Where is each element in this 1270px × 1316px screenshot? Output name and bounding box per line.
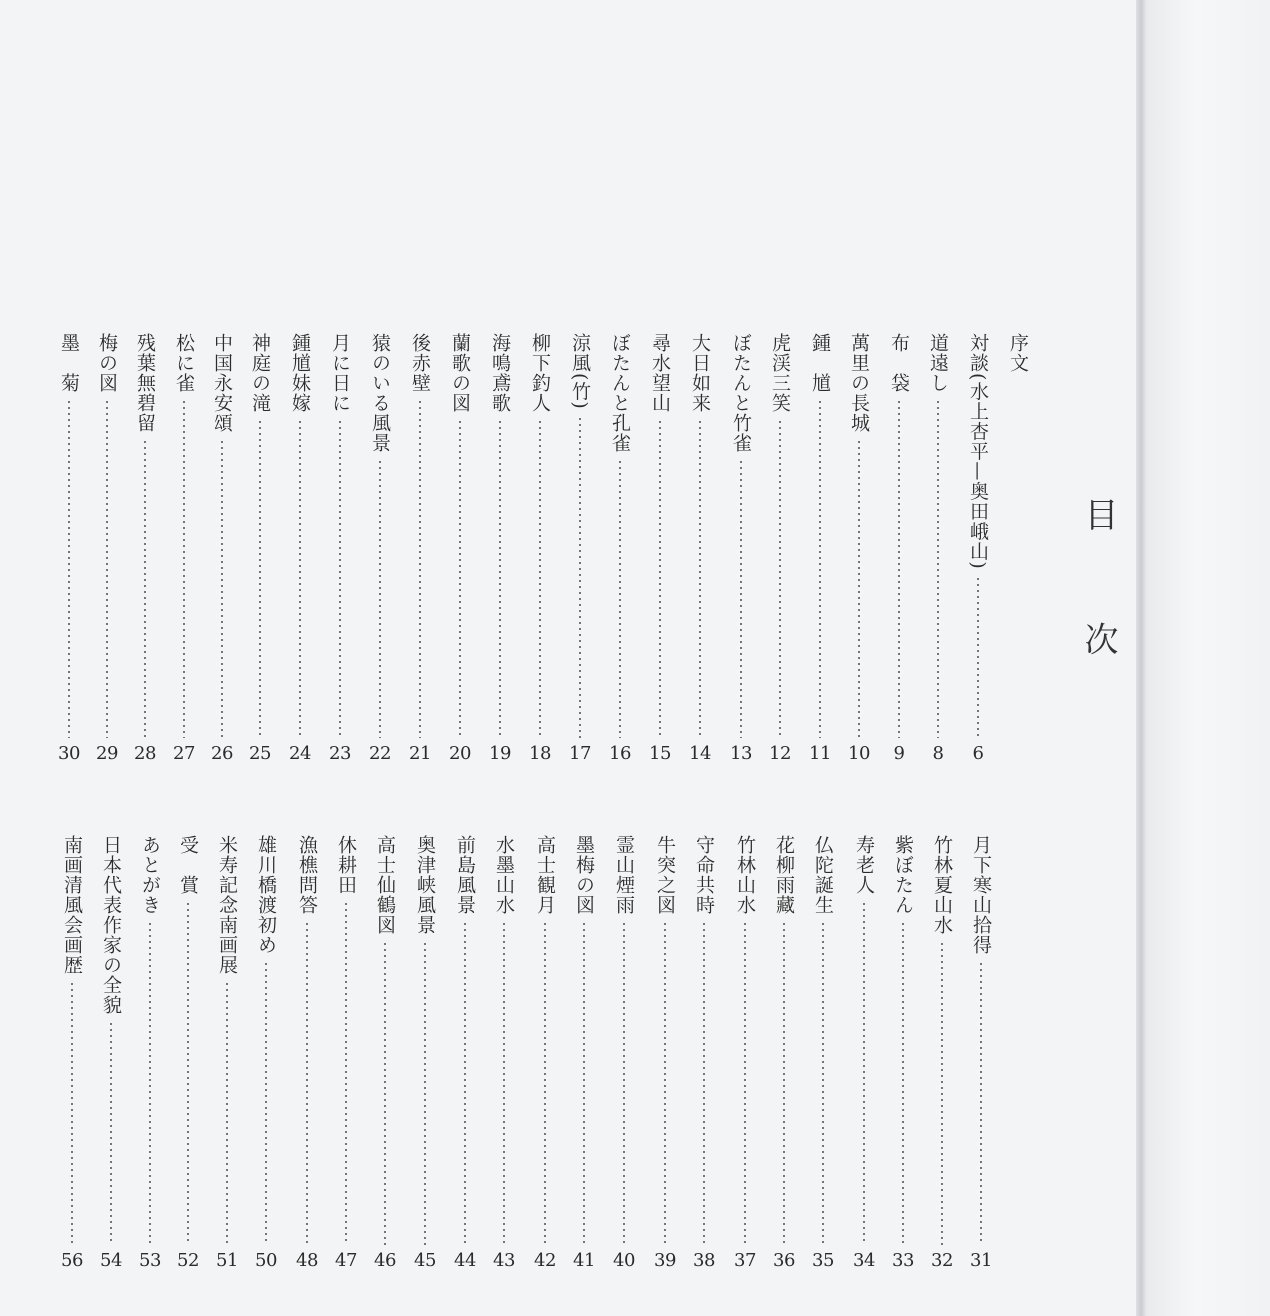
toc-entry-page-number: 16 [609, 743, 631, 764]
toc-entry [445, 835, 485, 1272]
dot-leader [544, 921, 546, 1245]
toc-entry-title: 大日如来 [689, 333, 711, 413]
toc-entry-title: 寿老人 [853, 835, 875, 895]
toc-entry-page-number: 56 [61, 1250, 83, 1271]
toc-entry-title: 涼風(竹) [569, 333, 591, 410]
toc-entry [287, 835, 327, 1272]
toc-entry-page-number: 48 [296, 1250, 318, 1271]
toc-entry-title: 序文 [1007, 333, 1029, 373]
toc-entry [684, 835, 724, 1272]
toc-entry-title: 虎渓三笑 [769, 333, 791, 413]
dot-leader [977, 576, 979, 738]
toc-entry [440, 333, 480, 765]
dot-leader [499, 419, 501, 738]
dot-leader [419, 399, 421, 738]
toc-entry-page-number: 29 [96, 743, 118, 764]
dot-leader [265, 961, 267, 1245]
dot-leader [822, 921, 824, 1245]
toc-entry [604, 835, 644, 1272]
toc-entry [480, 333, 520, 765]
toc-entry [922, 835, 962, 1272]
toc-entry-page-number: 25 [249, 743, 271, 764]
toc-entry [961, 835, 1001, 1272]
dot-leader [699, 419, 701, 738]
dot-leader [503, 921, 505, 1245]
facing-page-edge [1146, 0, 1270, 1316]
toc-entry-title: 水墨山水 [493, 835, 515, 915]
toc-entry-title: ぼたんと孔雀 [609, 333, 631, 453]
toc-entry-title: 残葉無碧留 [134, 333, 156, 433]
toc-entry [326, 835, 366, 1272]
toc-entry-page-number: 45 [414, 1250, 436, 1271]
toc-entry [360, 333, 400, 765]
toc-entry [52, 835, 92, 1272]
toc-entry-page-number: 21 [409, 743, 431, 764]
toc-entry-title: 花柳雨藏 [773, 835, 795, 915]
dot-leader [740, 459, 742, 738]
dot-leader [659, 419, 661, 738]
dot-leader [583, 921, 585, 1245]
toc-entry [844, 835, 884, 1272]
dot-leader [579, 416, 581, 738]
toc-entry [87, 333, 127, 765]
toc-entry-page-number: 26 [211, 743, 233, 764]
toc-entry [839, 333, 879, 765]
dot-leader [68, 399, 70, 738]
toc-entry-title: 尋水望山 [649, 333, 671, 413]
toc-entry-page-number: 34 [853, 1250, 875, 1271]
toc-entry [918, 333, 958, 765]
dot-leader [459, 419, 461, 738]
toc-entry-title: 米寿記念南画展 [216, 835, 238, 975]
toc-entry-title: 牛突之図 [654, 835, 676, 915]
toc-entry-title: 仏陀誕生 [812, 835, 834, 915]
toc-entry-page-number: 11 [809, 743, 831, 764]
dot-leader [744, 921, 746, 1245]
toc-entry [202, 333, 242, 765]
toc-entry-page-number: 27 [173, 743, 195, 764]
toc-entry-page-number: 36 [773, 1250, 795, 1271]
toc-entry-title: 奥津峡風景 [414, 835, 436, 935]
dot-leader [144, 439, 146, 738]
toc-entry-title: 対談(水上杏平—奥田峨山) [967, 333, 989, 570]
dot-leader [902, 921, 904, 1245]
toc-entry-title: 守命共時 [693, 835, 715, 915]
toc-entry [764, 835, 804, 1272]
dot-leader [259, 419, 261, 738]
toc-entry-page-number: 31 [970, 1250, 992, 1271]
toc-entry-page-number: 12 [769, 743, 791, 764]
toc-entry [365, 835, 405, 1272]
dot-leader [898, 399, 900, 738]
toc-entry [240, 333, 280, 765]
toc-entry [280, 333, 320, 765]
toc-entry-page-number: 47 [335, 1250, 357, 1271]
toc-entry-page-number: 14 [689, 743, 711, 764]
toc-entry [91, 835, 131, 1272]
toc-entry [125, 333, 165, 765]
toc-entry [520, 333, 560, 765]
dot-leader [863, 901, 865, 1245]
toc-entry-page-number: 37 [734, 1250, 756, 1271]
toc-entry-title: 道遠し [927, 333, 949, 393]
toc-entry-page-number: 52 [177, 1250, 199, 1271]
toc-entry [164, 333, 204, 765]
dot-leader [106, 399, 108, 738]
toc-entry-page-number: 54 [100, 1250, 122, 1271]
toc-entry [207, 835, 247, 1272]
toc-entry-page-number: 24 [289, 743, 311, 764]
toc-entry-page-number: 46 [374, 1250, 396, 1271]
toc-entry [883, 835, 923, 1272]
toc-entry-page-number: 51 [216, 1250, 238, 1271]
book-gutter [1136, 0, 1146, 1316]
dot-leader [703, 921, 705, 1245]
dot-leader [149, 921, 151, 1245]
toc-entry-page-number: 30 [58, 743, 80, 764]
toc-title: 目 次 [1078, 497, 1118, 696]
toc-entry [484, 835, 524, 1272]
toc-entry-page-number: 41 [573, 1250, 595, 1271]
dot-leader [424, 941, 426, 1245]
dot-leader [941, 941, 943, 1245]
toc-entry-page-number: 20 [449, 743, 471, 764]
toc-entry [725, 835, 765, 1272]
toc-entry [405, 835, 445, 1272]
toc-entry [998, 333, 1038, 765]
toc-entry-page-number: 15 [649, 743, 671, 764]
toc-entry-title: 受 賞 [177, 835, 199, 895]
toc-entry-page-number: 17 [569, 743, 591, 764]
toc-entry-title: 鍾 馗 [809, 333, 831, 393]
toc-entry-title: 霊山煙雨 [613, 835, 635, 915]
dot-leader [221, 439, 223, 738]
dot-leader [187, 901, 189, 1245]
toc-entry [130, 835, 170, 1272]
dot-leader [539, 419, 541, 738]
toc-entry-title: 海鳴鳶歌 [489, 333, 511, 413]
dot-leader [110, 1021, 112, 1245]
toc-entry [49, 333, 89, 765]
toc-entry-page-number: 40 [613, 1250, 635, 1271]
toc-entry-page-number: 8 [932, 743, 944, 764]
toc-entry [600, 333, 640, 765]
dot-leader [339, 419, 341, 738]
toc-entry-title: 萬里の長城 [848, 333, 870, 433]
toc-entry [879, 333, 919, 765]
toc-entry [721, 333, 761, 765]
toc-entry-page-number: 6 [972, 743, 984, 764]
dot-leader [623, 921, 625, 1245]
toc-entry-title: 竹林山水 [734, 835, 756, 915]
toc-entry [760, 333, 800, 765]
toc-entry-title: 蘭歌の図 [449, 333, 471, 413]
dot-leader [937, 399, 939, 738]
dot-leader [783, 921, 785, 1245]
toc-entry-title: 墨 菊 [58, 333, 80, 393]
toc-entry [800, 333, 840, 765]
toc-entry-title: 墨梅の図 [573, 835, 595, 915]
toc-entry-title: 柳下釣人 [529, 333, 551, 413]
toc-entry-page-number: 19 [489, 743, 511, 764]
toc-entry-title: 松に雀 [173, 333, 195, 393]
toc-entry-title: 中国永安頌 [211, 333, 233, 433]
toc-entry-page-number: 32 [931, 1250, 953, 1271]
toc-entry-page-number: 18 [529, 743, 551, 764]
dot-leader [858, 439, 860, 738]
toc-entry-title: 紫ぼたん [892, 835, 914, 915]
toc-entry [564, 835, 604, 1272]
toc-entry-page-number: 42 [534, 1250, 556, 1271]
toc-entry-title: 雄川橋渡初め [255, 835, 277, 955]
toc-entry-title: 日本代表作家の全貌 [100, 835, 122, 1015]
toc-entry-title: 漁樵問答 [296, 835, 318, 915]
toc-entry-page-number: 9 [893, 743, 905, 764]
toc-entry-title: 南画清風会画歴 [61, 835, 83, 975]
toc-entry [640, 333, 680, 765]
dot-leader [226, 981, 228, 1245]
toc-entry-page-number: 50 [255, 1250, 277, 1271]
toc-entry [803, 835, 843, 1272]
toc-entry-title: 梅の図 [96, 333, 118, 393]
dot-leader [183, 399, 185, 738]
toc-entry-page-number: 28 [134, 743, 156, 764]
toc-entry-page-number: 44 [454, 1250, 476, 1271]
toc-entry-title: 高士仙鶴図 [374, 835, 396, 935]
toc-entry [680, 333, 720, 765]
toc-entry-page-number: 13 [730, 743, 752, 764]
dot-leader [464, 921, 466, 1245]
toc-entry [320, 333, 360, 765]
dot-leader [306, 921, 308, 1245]
toc-entry-page-number: 22 [369, 743, 391, 764]
toc-entry-title: 月に日に [329, 333, 351, 413]
toc-entry-title: 高士観月 [534, 835, 556, 915]
dot-leader [664, 921, 666, 1245]
dot-leader [71, 981, 73, 1245]
toc-entry-title: ぼたんと竹雀 [730, 333, 752, 453]
toc-entry-page-number: 43 [493, 1250, 515, 1271]
toc-entry-title: 鍾馗妹嫁 [289, 333, 311, 413]
toc-entry-title: 布 袋 [888, 333, 910, 393]
toc-entry-title: 前島風景 [454, 835, 476, 915]
dot-leader [345, 901, 347, 1245]
toc-entry-title: 月下寒山拾得 [970, 835, 992, 955]
dot-leader [980, 961, 982, 1245]
toc-entry-title: あとがき [139, 835, 161, 915]
dot-leader [299, 419, 301, 738]
toc-entry-title: 休耕田 [335, 835, 357, 895]
toc-entry [400, 333, 440, 765]
toc-entry-page-number: 23 [329, 743, 351, 764]
toc-entry-page-number: 10 [848, 743, 870, 764]
dot-leader [779, 419, 781, 738]
toc-entry [560, 333, 600, 765]
toc-entry [168, 835, 208, 1272]
toc-entry [525, 835, 565, 1272]
toc-entry-title: 後赤壁 [409, 333, 431, 393]
dot-leader [384, 941, 386, 1245]
toc-entry [246, 835, 286, 1272]
toc-entry-page-number: 38 [693, 1250, 715, 1271]
dot-leader [819, 399, 821, 738]
dot-leader [619, 459, 621, 738]
toc-entry-page-number: 39 [654, 1250, 676, 1271]
toc-entry-page-number: 33 [892, 1250, 914, 1271]
toc-entry [645, 835, 685, 1272]
toc-entry-title: 神庭の滝 [249, 333, 271, 413]
toc-entry-page-number: 35 [812, 1250, 834, 1271]
toc-entry-title: 猿のいる風景 [369, 333, 391, 453]
toc-entry-page-number: 53 [139, 1250, 161, 1271]
toc-entry-title: 竹林夏山水 [931, 835, 953, 935]
toc-entry [958, 333, 998, 765]
dot-leader [379, 459, 381, 738]
